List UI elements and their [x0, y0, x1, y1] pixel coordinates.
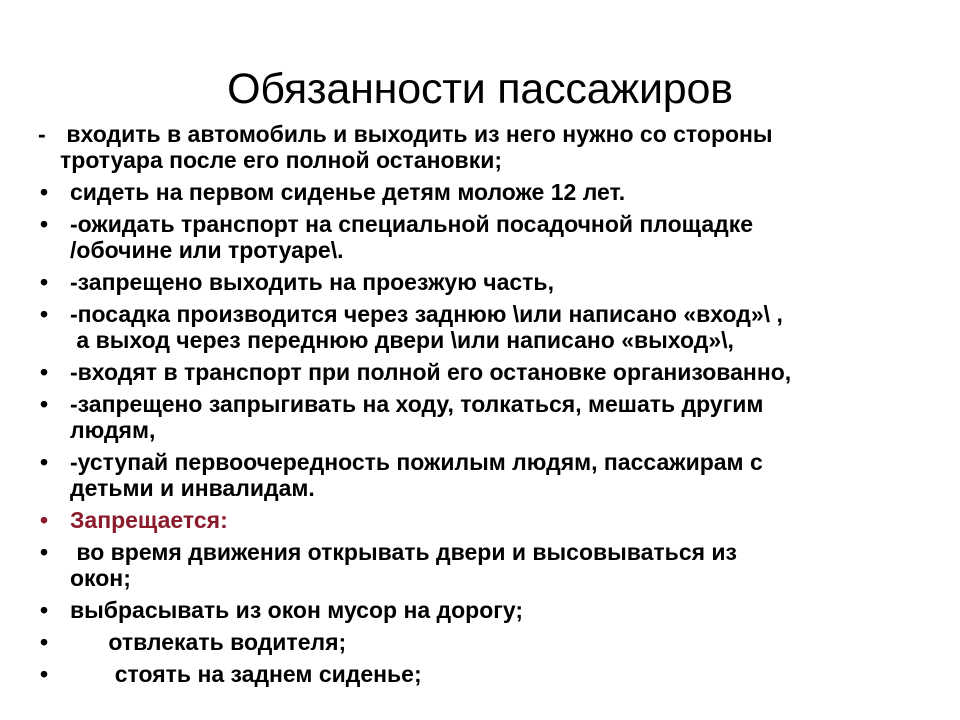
list-item — [36, 597, 936, 623]
bullet-icon: • — [40, 359, 49, 385]
list-item-text: выбрасывать из окон мусор на дорогу; — [70, 597, 523, 623]
list-item-text: во время движения открывать двери и высовываться из окон; — [70, 539, 737, 591]
list-item — [36, 629, 936, 655]
list-item-text: -запрещено запрыгивать на ходу, толкаться, мешать другим людям, — [70, 391, 764, 443]
list-item-text: -посадка производится через заднюю \или написано «вход»\ , а выход через переднюю двери \или написано «выход»\, — [70, 301, 783, 353]
list-item — [36, 359, 936, 385]
bullet-icon: • — [40, 539, 49, 565]
prohibited-heading: Запрещается: — [70, 507, 228, 533]
list-item-heading-prohibited — [36, 507, 936, 533]
list-item — [36, 539, 936, 591]
list-item-text: -уступай первоочередность пожилым людям, пассажирам с детьми и инвалидам. — [70, 449, 763, 501]
list-item-text: -ожидать транспорт на специальной посадочной площадке /обочине или тротуаре\. — [70, 211, 754, 263]
list-item-text: стоять на заднем сиденье; — [70, 661, 422, 687]
list-item — [36, 391, 936, 443]
dash-marker: - — [38, 121, 46, 147]
bullet-icon: • — [40, 629, 49, 655]
list-item-text: -запрещено выходить на проезжую часть, — [70, 269, 554, 295]
bullet-icon: • — [40, 391, 49, 417]
bullet-icon: • — [40, 449, 49, 475]
list-item-text: -входят в транспорт при полной его остановке организованно, — [70, 359, 792, 385]
bullet-icon: • — [40, 597, 49, 623]
list-item-text: отвлекать водителя; — [70, 629, 347, 655]
list-item-text: сидеть на первом сиденье детям моложе 12 лет. — [70, 179, 626, 205]
list-item — [36, 661, 936, 687]
list-item — [36, 449, 936, 501]
list-item — [36, 211, 936, 263]
bullet-icon: • — [40, 179, 49, 205]
list-item — [36, 301, 936, 353]
list-item — [36, 269, 936, 295]
bullet-icon: • — [40, 301, 49, 327]
bullet-icon: • — [40, 269, 49, 295]
bullet-icon: • — [40, 507, 49, 533]
bullet-icon: • — [40, 661, 49, 687]
bullet-icon: • — [40, 211, 49, 237]
slide-title: Обязанности пассажиров — [227, 65, 733, 113]
list-item — [36, 121, 936, 173]
list-item-text: входить в автомобиль и выходить из него нужно со стороны тротуара после его полной остановки; — [60, 121, 773, 173]
list-item — [36, 179, 936, 205]
bullet-list — [36, 121, 936, 693]
